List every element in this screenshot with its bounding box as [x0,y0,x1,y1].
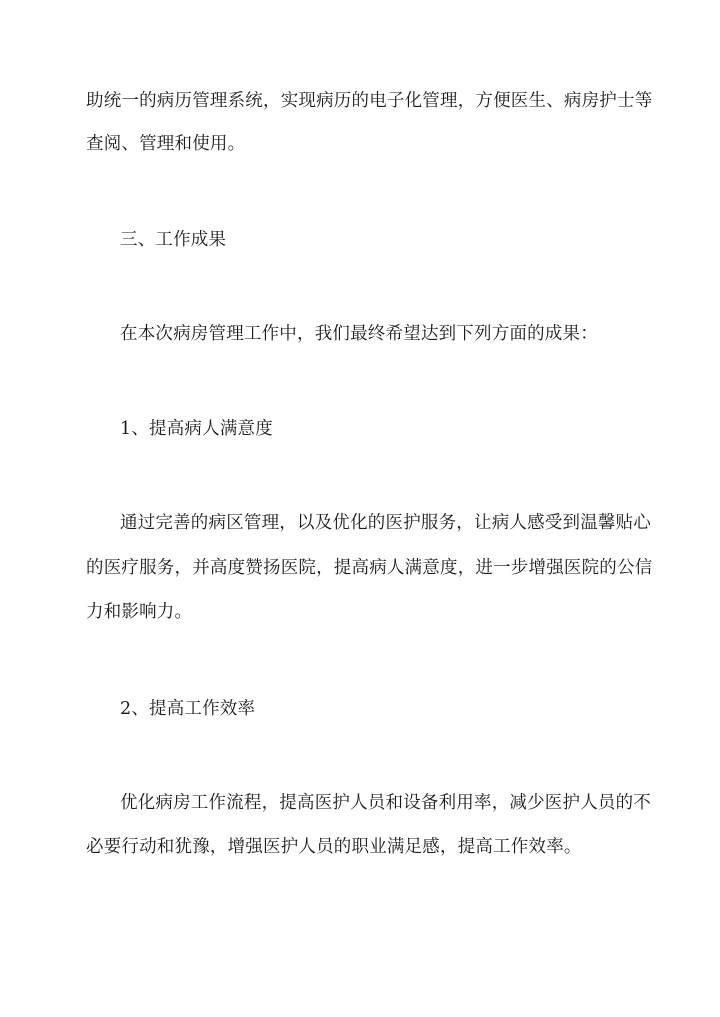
paragraph-line: 力和影响力。 [86,602,193,622]
paragraph-line: 查阅、管理和使用。 [86,134,246,154]
paragraph-line: 必要行动和犹豫，增强医护人员的职业满足感，提高工作效率。 [86,837,582,857]
paragraph-line: 优化病房工作流程，提高医护人员和设备利用率，减少医护人员的不 [120,793,651,813]
item-heading-1: 1、提高病人满意度 [120,419,273,439]
paragraph-line: 助统一的病历管理系统，实现病历的电子化管理，方便医生、病房护士等 [86,91,653,111]
item-heading-2: 2、提高工作效率 [120,699,256,719]
paragraph-line: 的医疗服务，并高度赞扬医院，提高病人满意度，进一步增强医院的公信 [86,558,653,578]
section-heading: 三、工作成果 [120,230,227,250]
intro-paragraph: 在本次病房管理工作中，我们最终希望达到下列方面的成果： [120,324,598,344]
paragraph-line: 通过完善的病区管理，以及优化的医护服务，让病人感受到温馨贴心 [120,513,651,533]
